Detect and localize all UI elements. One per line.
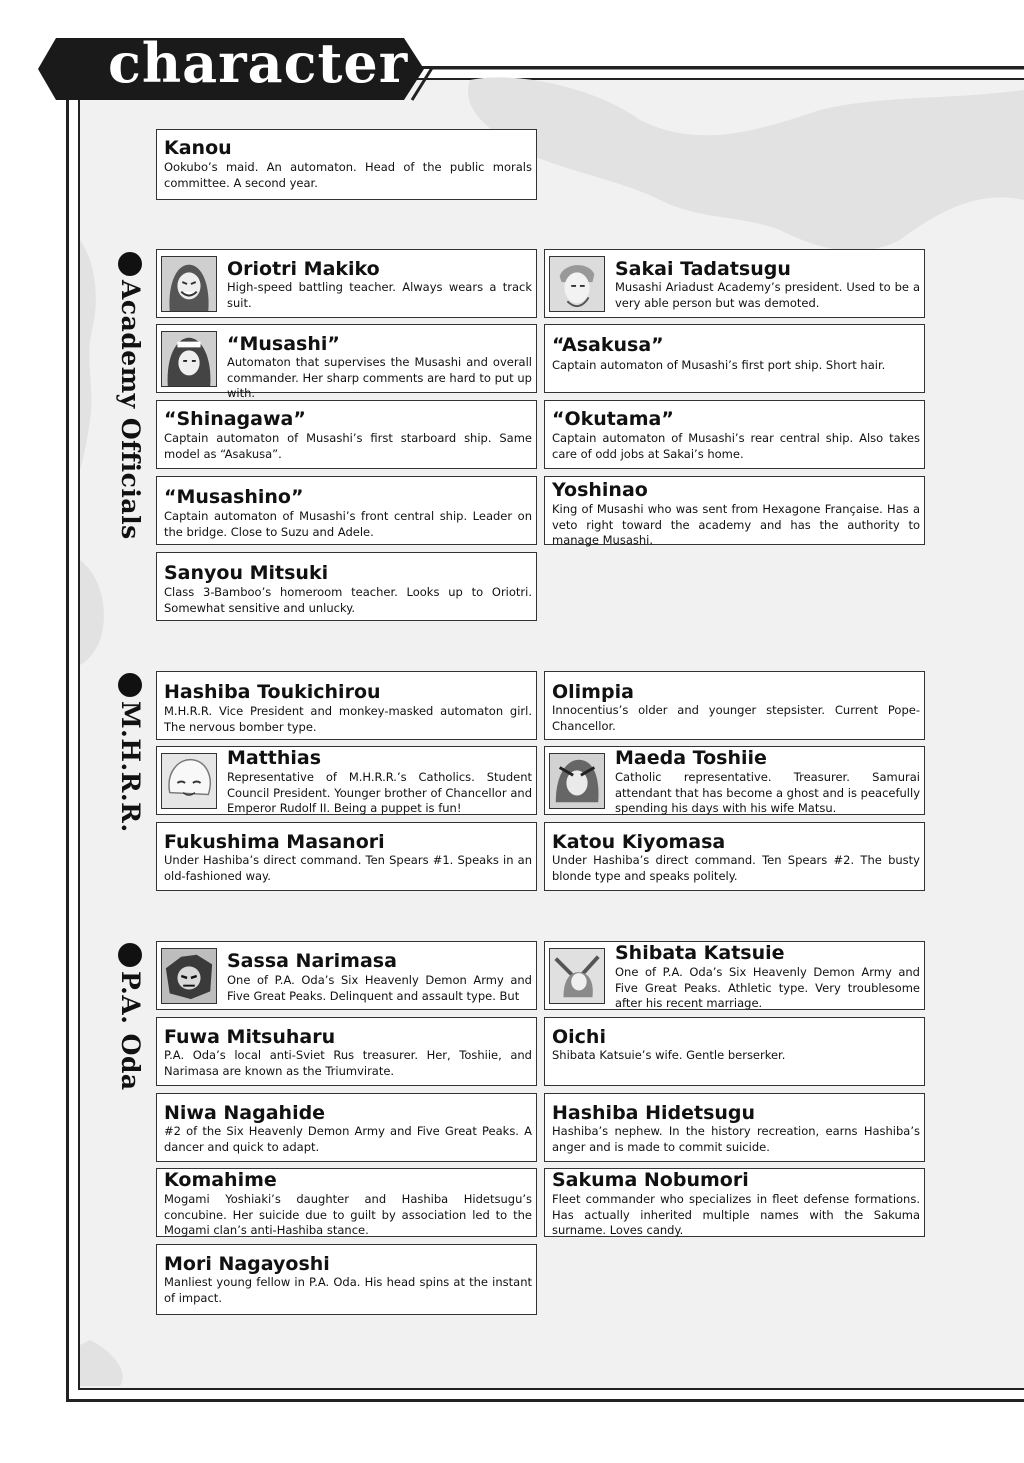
character-description: Under Hashiba’s direct command. Ten Spears #2. The busty blonde type and speaks politely. [552,853,920,883]
character-name: Komahime [164,1169,277,1191]
character-card-shibata [544,941,925,1010]
character-card-asakusa [544,324,925,393]
character-card-okutama [544,400,925,469]
character-name: Maeda Toshiie [615,747,767,769]
character-name: Sakuma Nobumori [552,1169,749,1191]
character-card-katou [544,822,925,891]
character-name: Katou Kiyomasa [552,831,726,853]
character-description: King of Musashi who was sent from Hexagone Française. Has a veto right toward the academy and has the authority to manage Musashi. [552,502,920,547]
character-description: One of P.A. Oda’s Six Heavenly Demon Army and Five Great Peaks. Athletic type. Very troublesome after his recent marriage. [615,965,920,1010]
character-card-kanou [156,129,537,200]
character-name: Oriotri Makiko [227,258,380,280]
character-description: High-speed battling teacher. Always wears a track suit. [227,280,532,310]
character-name: Yoshinao [552,479,648,501]
character-description: Captain automaton of Musashi’s rear central ship. Also takes care of odd jobs at Sakai’s home. [552,431,920,461]
character-name: Mori Nagayoshi [164,1253,330,1275]
character-card-niwa [156,1093,537,1162]
character-name: “Okutama” [552,408,674,430]
character-card-sakuma [544,1168,925,1237]
character-name: Fukushima Masanori [164,831,385,853]
portrait-image [161,948,217,1004]
page-title: character [108,31,409,95]
character-card-oriotri [156,249,537,318]
character-name: “Shinagawa” [164,408,306,430]
portrait-image [161,753,217,809]
character-description: Under Hashiba’s direct command. Ten Spears #1. Speaks in an old-fashioned way. [164,853,532,883]
character-card-oichi [544,1017,925,1086]
character-name: “Asakusa” [552,334,664,356]
character-card-sanyou [156,552,537,621]
character-description: Captain automaton of Musashi’s first starboard ship. Same model as “Asakusa”. [164,431,532,461]
character-name: Hashiba Hidetsugu [552,1102,756,1124]
portrait-image [161,331,217,387]
character-card-yoshinao [544,476,925,545]
character-name: Fuwa Mitsuharu [164,1026,336,1048]
character-description: Manliest young fellow in P.A. Oda. His head spins at the instant of impact. [164,1275,532,1305]
character-description: Shibata Katsuie’s wife. Gentle berserker. [552,1048,786,1062]
character-description: Captain automaton of Musashi’s front central ship. Leader on the bridge. Close to Suzu and Adele. [164,509,532,539]
character-card-hashiba [156,671,537,740]
character-description: Fleet commander who specializes in fleet defense formations. Has actually inherited multiple names with the Sakuma surname. Loves candy. [552,1192,920,1237]
section-bullet [118,673,142,697]
character-description: Mogami Yoshiaki’s daughter and Hashiba Hidetsugu’s concubine. Her suicide due to guilt by association led to the Mogami clan’s anti-Hashiba stance. [164,1192,532,1237]
character-name: Niwa Nagahide [164,1102,326,1124]
character-card-maeda [544,746,925,815]
character-card-shinagawa [156,400,537,469]
character-description: Catholic representative. Treasurer. Samurai attendant that has become a ghost and is peacefully spending his days with his wife Matsu. [615,770,920,815]
character-card-hidetsugu [544,1093,925,1162]
character-description: Captain automaton of Musashi’s first port ship. Short hair. [552,358,886,372]
character-name: “Musashino” [164,486,304,508]
character-description: #2 of the Six Heavenly Demon Army and Five Great Peaks. A dancer and quick to adapt. [164,1124,532,1154]
section-label: Academy Officials [116,280,145,540]
portrait-image [549,948,605,1004]
portrait-image [549,753,605,809]
character-name: Oichi [552,1026,606,1048]
character-card-komahime [156,1168,537,1237]
character-description: Musashi Ariadust Academy’s president. Used to be a very able person but was demoted. [615,280,920,310]
character-name: Matthias [227,747,322,769]
character-description: One of P.A. Oda’s Six Heavenly Demon Army and Five Great Peaks. Delinquent and assault type. But [227,973,532,1003]
section-academy [112,252,152,540]
section-bullet [118,252,142,276]
character-card-fuwa [156,1017,537,1086]
character-description: Representative of M.H.R.R.’s Catholics. Student Council President. Younger brother of Chancellor and Emperor Rudolf II. Being a puppet is fun! [227,770,532,815]
section-label: P.A. Oda [116,971,145,1091]
character-description: Automaton that supervises the Musashi and overall commander. Her sharp comments are hard to put up with. [227,355,532,400]
character-description: P.A. Oda’s local anti-Sviet Rus treasurer. Her, Toshiie, and Narimasa are known as the Triumvirate. [164,1048,532,1078]
section-mhrr [112,673,152,833]
section-label: M.H.R.R. [116,701,145,833]
character-name: Shibata Katsuie [615,942,785,964]
character-description: Class 3-Bamboo’s homeroom teacher. Looks up to Oriotri. Somewhat sensitive and unlucky. [164,585,532,615]
character-description: Innocentius’s older and younger stepsister. Current Pope-Chancellor. [552,703,920,733]
character-description: M.H.R.R. Vice President and monkey-masked automaton girl. The nervous bomber type. [164,704,532,734]
character-card-sassa [156,941,537,1010]
character-name: Olimpia [552,681,634,703]
character-card-olimpia [544,671,925,740]
section-oda [112,943,152,1091]
character-description: Hashiba’s nephew. In the history recreation, earns Hashiba’s anger and is made to commit suicide. [552,1124,920,1154]
section-bullet [118,943,142,967]
character-name: Kanou [164,137,232,159]
character-card-sakai [544,249,925,318]
character-card-mori [156,1244,537,1315]
character-description: Ookubo’s maid. An automaton. Head of the public morals committee. A second year. [164,160,532,190]
character-name: “Musashi” [227,333,340,355]
character-name: Sanyou Mitsuki [164,562,329,584]
portrait-image [161,256,217,312]
character-name: Hashiba Toukichirou [164,681,381,703]
character-name: Sakai Tadatsugu [615,258,791,280]
character-card-fukushima [156,822,537,891]
character-card-musashi [156,324,537,400]
character-card-matthias [156,746,537,815]
character-card-musashino [156,476,537,545]
portrait-image [549,256,605,312]
character-name: Sassa Narimasa [227,950,397,972]
